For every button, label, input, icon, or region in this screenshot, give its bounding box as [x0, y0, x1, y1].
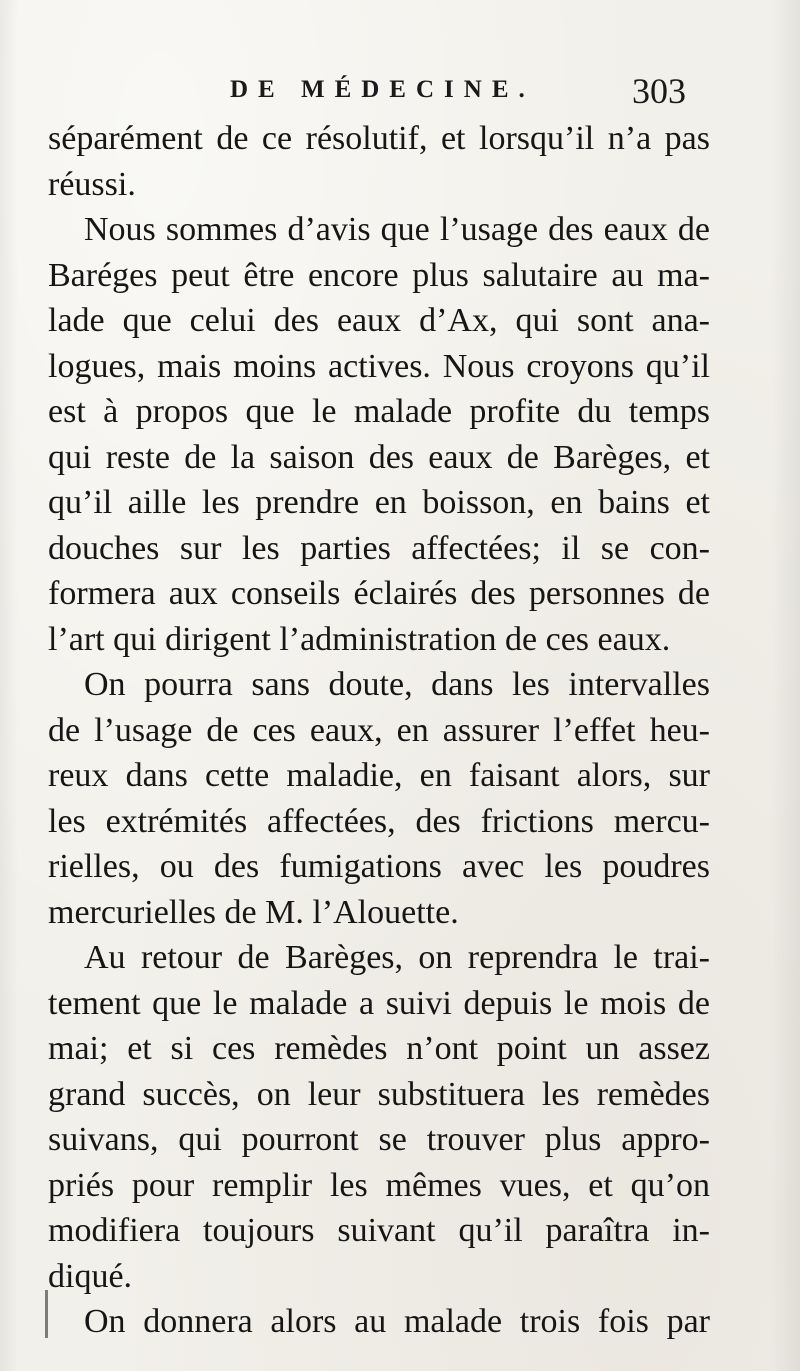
text-line: modifiera toujours suivant qu’il paraîtra in-	[48, 1212, 710, 1249]
text-line: reux dans cette maladie, en faisant alors, sur	[48, 757, 710, 794]
text-line: lade que celui des eaux d’Ax, qui sont ana-	[48, 302, 710, 339]
text-line: diqué.	[48, 1257, 133, 1295]
text-line: On donnera alors au malade trois fois par	[84, 1303, 710, 1340]
text-line: douches sur les parties affectées; il se con-	[48, 529, 710, 567]
text-line: les extrémités affectées, des frictions mercu-	[48, 802, 710, 840]
text-line: priés pour remplir les mêmes vues, et qu’on	[48, 1166, 710, 1204]
text-line: est à propos que le malade profite du temps	[48, 393, 710, 430]
text-line: Baréges peut être encore plus salutaire au ma-	[48, 256, 710, 294]
text-line: Au retour de Barèges, on reprendra le trai-	[84, 939, 710, 976]
text-line: formera aux conseils éclairés des personnes de	[48, 575, 710, 612]
page-right-edge	[770, 0, 800, 1371]
page-number: 303	[632, 71, 686, 111]
running-head: DE MÉDECINE.	[230, 76, 535, 103]
page-left-edge	[0, 0, 18, 1371]
text-line: l’art qui dirigent l’administration de ces eaux.	[48, 620, 671, 658]
text-line: rielles, ou des fumigations avec les poudres	[48, 848, 710, 885]
ink-smudge	[45, 1290, 48, 1338]
page-header	[0, 70, 800, 110]
text-line: séparément de ce résolutif, et lorsqu’il n’a pas	[48, 120, 710, 157]
text-line: Nous sommes d’avis que l’usage des eaux de	[84, 211, 710, 248]
text-line: logues, mais moins actives. Nous croyons qu’il	[48, 347, 710, 385]
body-text	[48, 116, 710, 1345]
text-line: tement que le malade a suivi depuis le mois de	[48, 984, 710, 1022]
text-line: grand succès, on leur substituera les remèdes	[48, 1075, 710, 1113]
text-line: suivans, qui pourront se trouver plus appro-	[48, 1121, 710, 1158]
text-line: de l’usage de ces eaux, en assurer l’effet heu-	[48, 711, 710, 749]
text-line: qu’il aille les prendre en boisson, en bains et	[48, 484, 710, 521]
text-line: réussi.	[48, 165, 136, 203]
text-line: mai; et si ces remèdes n’ont point un assez	[48, 1030, 710, 1067]
text-line: On pourra sans doute, dans les intervalles	[84, 666, 710, 703]
text-line: mercurielles de M. l’Alouette.	[48, 893, 459, 931]
text-line: qui reste de la saison des eaux de Barèges, et	[48, 438, 710, 476]
